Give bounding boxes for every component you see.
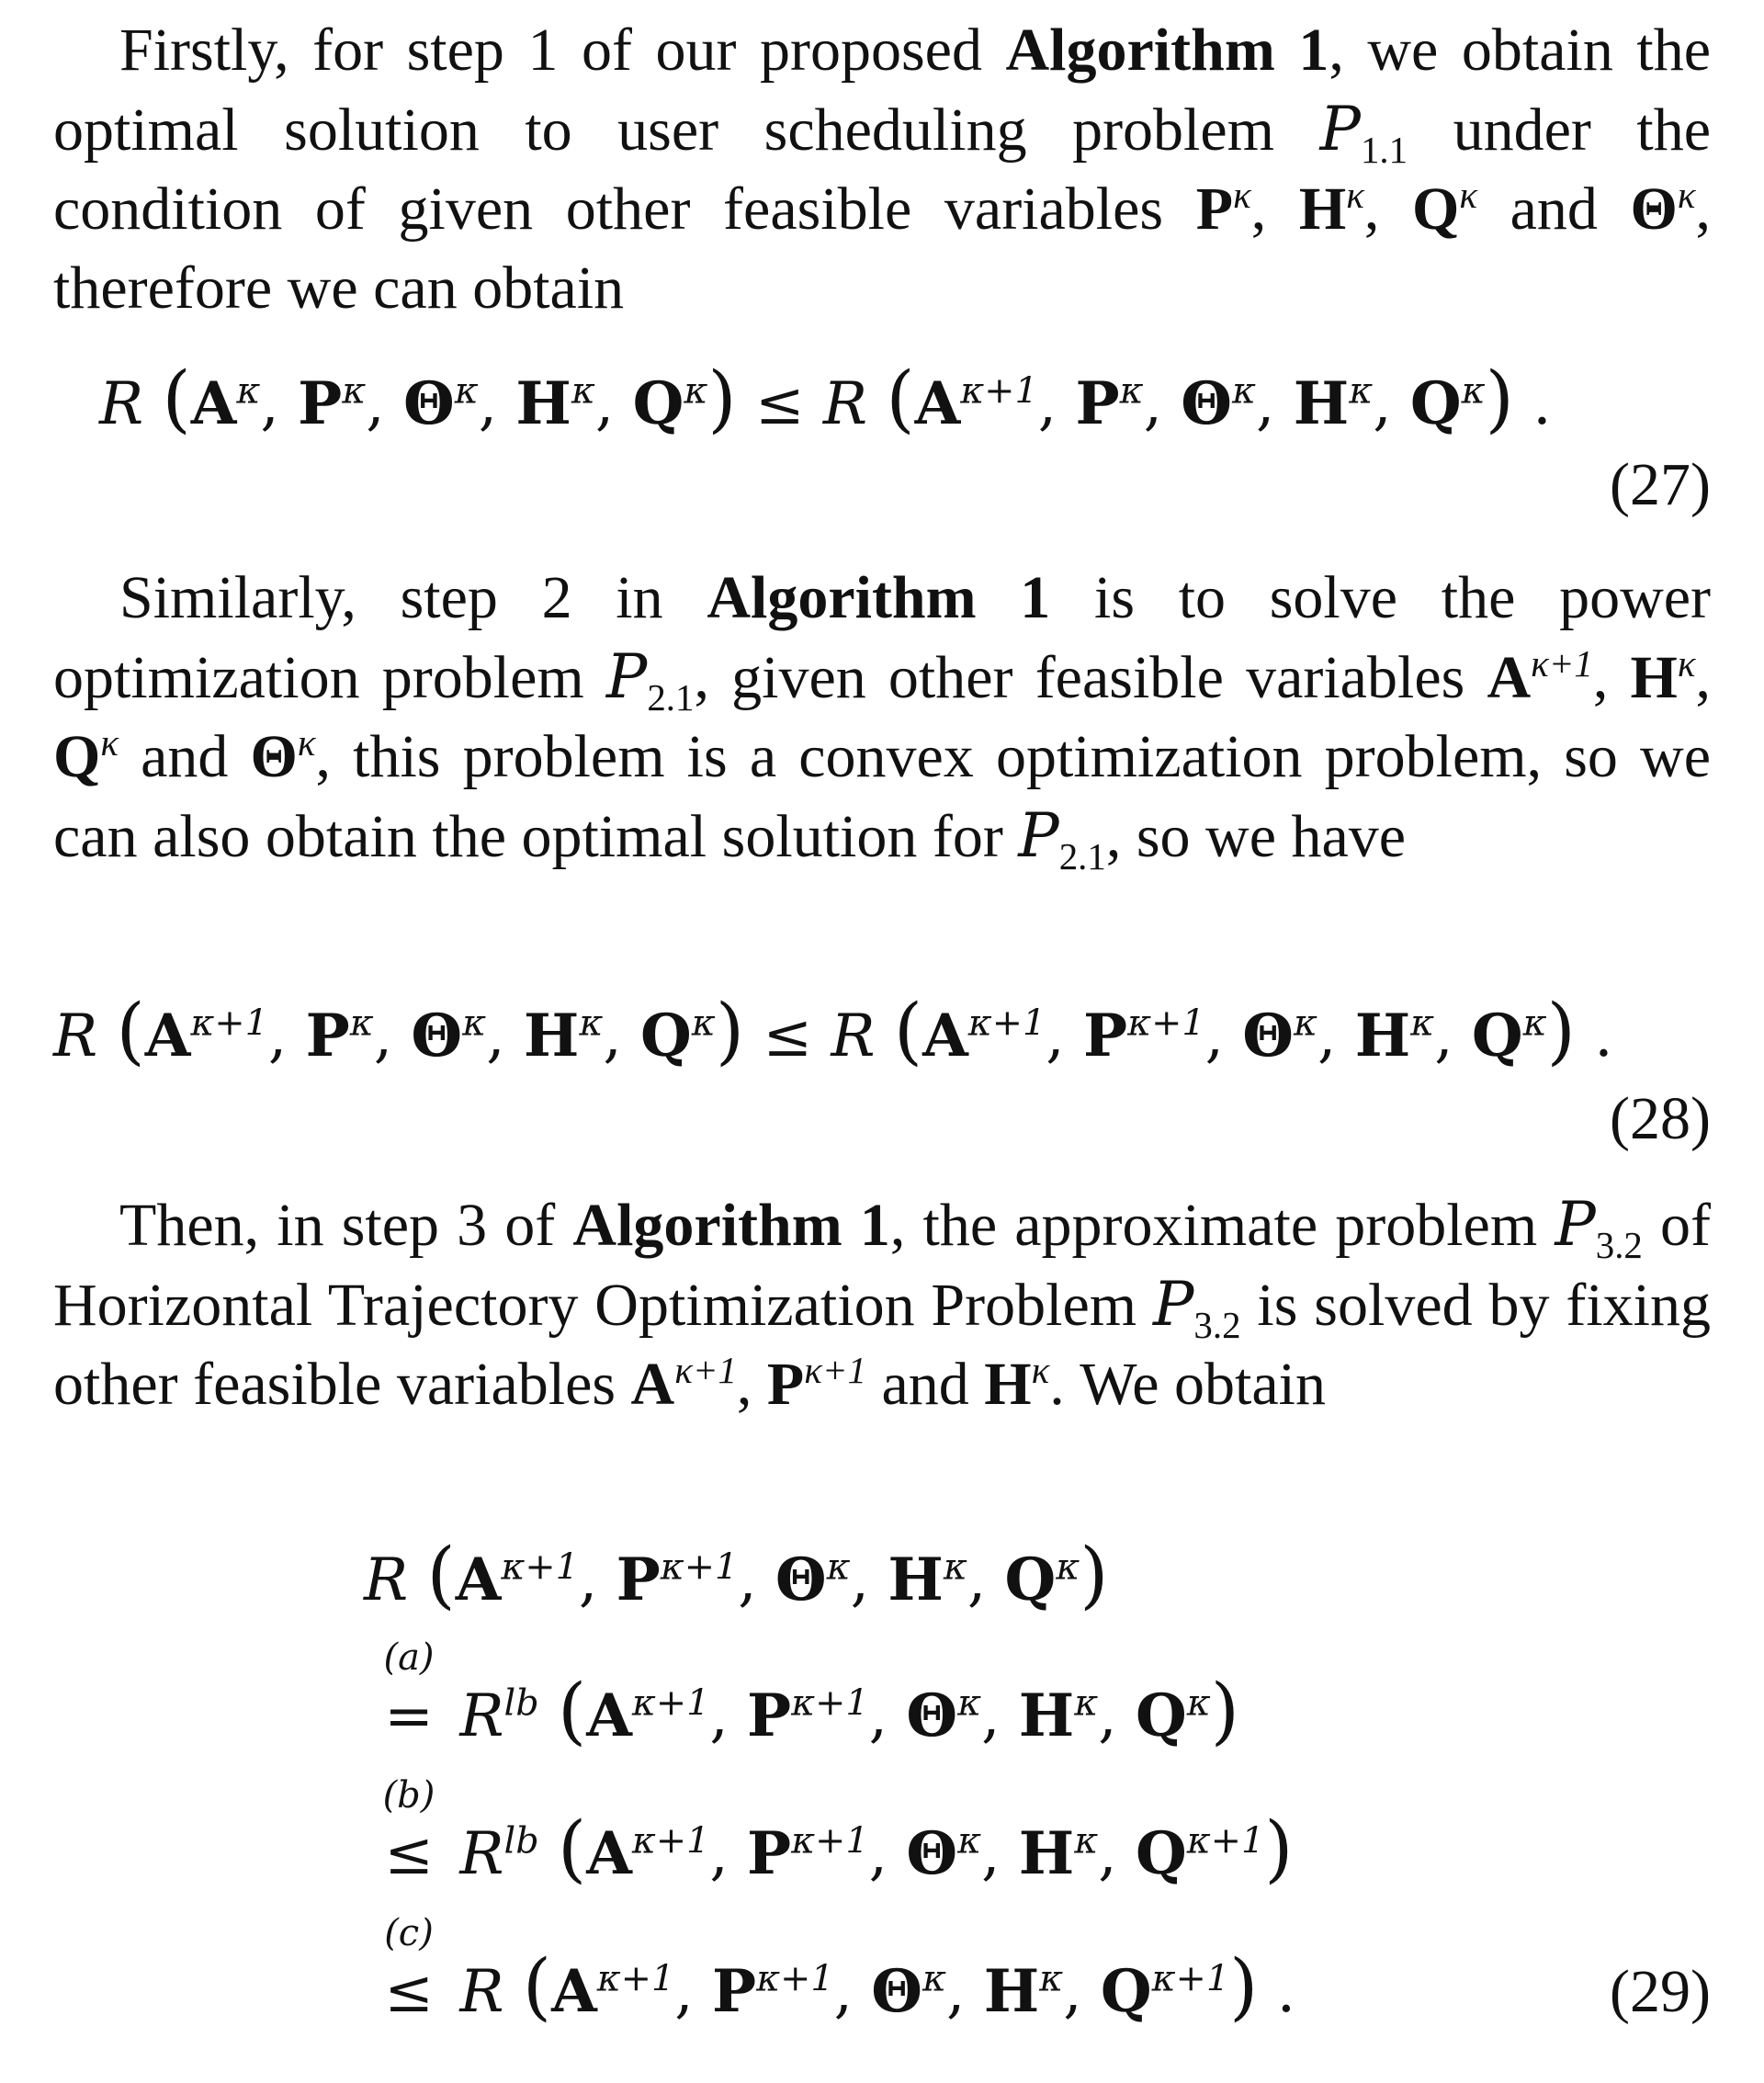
equation-29-line-1: R ($A^{\kappa+1}$, $P^{\kappa+1}$, $\Theta^\kappa$, $H^\kappa$, $Q^\kappa$) <box>364 1532 1109 1617</box>
variable-p: P <box>1195 175 1234 243</box>
problem-symbol: P <box>605 641 648 712</box>
equation-28-number: (28) <box>1610 1085 1711 1152</box>
problem-symbol: P <box>1555 1189 1596 1260</box>
relation-b: (b) ≤ <box>377 1817 441 1891</box>
algorithm-ref: Algorithm 1 <box>572 1192 890 1259</box>
algorithm-ref: Algorithm 1 <box>707 564 1051 631</box>
paragraph-1-text: , we obtain the optimal solution to user scheduling problem <box>53 17 1711 164</box>
paragraph-1-text: under the condition of given other feasible variables <box>53 96 1711 243</box>
problem-symbol: P <box>1152 1269 1194 1340</box>
label-a: (a) <box>383 1636 435 1679</box>
paragraph-3-text: and <box>865 1351 985 1418</box>
paragraph-2-text: , given other feasible variables <box>694 644 1487 711</box>
problem-subscript: 3.2 <box>1193 1305 1241 1347</box>
equation-27-number: (27) <box>1610 451 1711 518</box>
paragraph-2-text: Similarly, step 2 in <box>119 564 707 631</box>
equation-29-line-3: (b) ≤ $R^{lb}$ ($A^{\kappa+1}$, $P^{\kappa+1}$, $\Theta^\kappa$, $H^\kappa$, $Q^{\kappa+1}$) <box>377 1817 1293 1891</box>
relation-a: (a) = <box>377 1680 441 1753</box>
problem-subscript: 2.1 <box>1058 836 1106 878</box>
paragraph-1: Firstly, for step 1 of our proposed Algorithm 1, we obtain the optimal solution to user scheduling problem $P_{1.1}$ under the condition of given other feasible variables $P^\kappa$, $H^\kappa$, $Q^\kappa$ and $\Theta^\kappa$, therefore we can obtain <box>53 17 1712 322</box>
paragraph-3-text: is solved by fixing other feasible variables <box>53 1272 1711 1418</box>
paragraph-3-text: , the approximate problem <box>889 1192 1555 1259</box>
problem-subscript: 1.1 <box>1360 130 1408 172</box>
paragraph-2: Similarly, step 2 in Algorithm 1 is to solve the power optimization problem $P_{2.1}$, given other feasible variables $A^{\kappa+1}$, $H^\kappa$, $Q^\kappa$ and $\Theta^\kappa$, this problem is a convex optimization problem, so we can also obtain the optimal solution for $P_{2.1}$, so we have <box>53 564 1712 878</box>
paragraph-1-text: Firstly, for step 1 of our proposed <box>119 17 1006 84</box>
problem-subscript: 3.2 <box>1595 1225 1643 1267</box>
equation-29-line-4: (c) ≤ R ($A^{\kappa+1}$, $P^{\kappa+1}$, $\Theta^\kappa$, $H^\kappa$, $Q^{\kappa+1}$) . <box>377 1955 1295 2029</box>
paragraph-3: Then, in step 3 of Algorithm 1, the approximate problem $P_{3.2}$ of Horizontal Trajectory Optimization Problem $P_{3.2}$ is solved by fixing other feasible variables $A^{\kappa+1}$, $P^{\kappa+1}$ and $H^\kappa$. We obtain <box>53 1189 1712 1418</box>
label-b: (b) <box>382 1774 435 1817</box>
paragraph-1-text: and <box>1476 175 1631 243</box>
variable-h: H <box>1298 175 1347 243</box>
algorithm-ref: Algorithm 1 <box>1005 17 1329 84</box>
paragraph-3-text: . We obtain <box>1049 1351 1327 1418</box>
paragraph-3-text: of Horizontal Trajectory Optimization Problem <box>53 1192 1712 1339</box>
problem-subscript: 2.1 <box>647 677 695 719</box>
paragraph-3-text: Then, in step 3 of <box>119 1192 573 1259</box>
equation-29-line-2: (a) = $R^{lb}$ ($A^{\kappa+1}$, $P^{\kappa+1}$, $\Theta^\kappa$, $H^\kappa$, $Q^\kappa$) <box>377 1680 1239 1753</box>
paragraph-2-text: is to solve the power optimization problem <box>53 564 1712 711</box>
label-c: (c) <box>384 1912 434 1954</box>
variable-q: Q <box>1411 175 1460 243</box>
equation-28: R ($A^{\kappa+1}$, $P^\kappa$, $\Theta^\kappa$, $H^\kappa$, $Q^\kappa) \le R$ ($A^{\kappa+1}$, $P^{\kappa+1}$, $\Theta^\kappa$, $H^\kappa$, $Q^\kappa$) . <box>53 988 1613 1073</box>
paragraph-2-text: and <box>118 723 251 790</box>
relation-c: (c) ≤ <box>377 1955 441 2029</box>
paragraph-1-text: , therefore we can obtain <box>53 175 1712 322</box>
problem-symbol: P <box>1018 800 1059 871</box>
paragraph-2-text: , this problem is a convex optimization problem, so we can also obtain the optimal solution for <box>53 723 1712 870</box>
problem-symbol: P <box>1319 94 1361 164</box>
variable-theta: Θ <box>1630 175 1678 243</box>
equation-27: R ($A^\kappa$, $P^\kappa$, $\Theta^\kappa$, $H^\kappa$, $Q^\kappa) \le R$ ($A^{\kappa+1}$, $P^\kappa$, $\Theta^\kappa$, $H^\kappa$, $Q^\kappa$) . <box>99 356 1552 441</box>
paragraph-2-text: , so we have <box>1105 803 1407 870</box>
equation-29-number: (29) <box>1610 1958 1711 2025</box>
